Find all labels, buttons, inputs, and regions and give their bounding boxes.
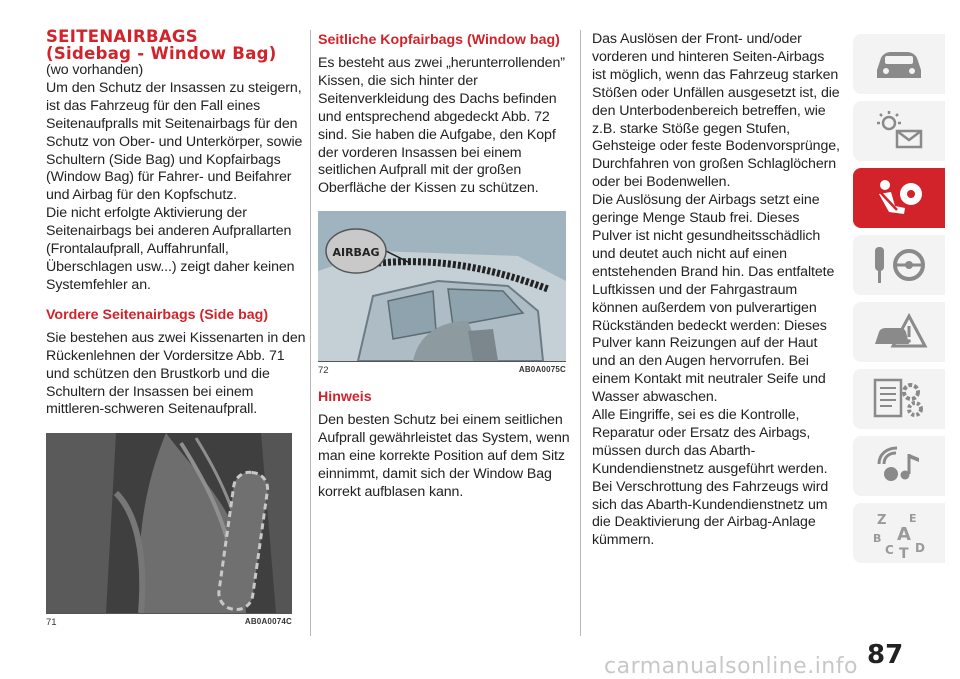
- seat-illustration: [46, 433, 292, 613]
- index-letter-z: Z: [877, 513, 887, 528]
- note-heading: Hinweis: [318, 389, 372, 406]
- index-letter-c: C: [885, 543, 894, 557]
- car-window-illustration: [318, 211, 566, 361]
- front-sidebag-heading: Vordere Seitenairbags (Side bag): [46, 306, 269, 323]
- chapter-tabs: [853, 34, 945, 570]
- index-letter-d: D: [915, 541, 925, 555]
- warning-lights-icon: [871, 109, 927, 153]
- section-title: [46, 28, 306, 62]
- column-3: [592, 31, 840, 550]
- tab-multimedia[interactable]: [853, 436, 945, 496]
- note-paragraph: Den besten Schutz bei einem seitlichen Aufprall gewährleistet das System, wenn man eine korrekte Position auf dem Sitz einnimmt, damit sich der Window Bag korrekt aufblasen kann.: [318, 412, 570, 500]
- car-icon: [871, 44, 927, 84]
- index-icon: [869, 508, 929, 558]
- tab-index[interactable]: [853, 503, 945, 563]
- tab-emergency[interactable]: [853, 302, 945, 362]
- intro-paragraph: (wo vorhanden) Um den Schutz der Insassen zu steigern, ist das Fahrzeug für den Fall eines Seitenaufpralls mit Seitenairbags für den Schutz von Ober- und Unterkörper, sowie Schultern (Side Bag) und Kopfairbags (Window Bag) für Fahrer- und Beifahrer und Airbag für den Kopfschutz. Die nicht erfolgte Aktivierung der Seitenairbags bei anderen Aufprallarten (Frontalaufprall, Auffahrunfall, Überschlagen usw...) zeigt daher keinen Systemfehler an.: [46, 62, 303, 293]
- figure-72-code: AB0A0075C: [518, 365, 566, 375]
- column-1: [46, 28, 306, 628]
- multimedia-icon: [871, 444, 927, 488]
- page-number: 87: [867, 640, 904, 670]
- window-bag-paragraph: Es besteht aus zwei „herunterrollenden” Kissen, die sich hinter der Seitenverkleidung des Dachs befinden und entsprechend abgedeckt Abb. 72 sind. Sie haben die Aufgabe, den Kopf der vorderen Insassen bei einem seitlichen Aufprall mit der großen Oberfläche der Kissen zu schützen.: [318, 55, 565, 197]
- front-sidebag-paragraph: Sie bestehen aus zwei Kissenarten in den Rückenlehnen der Vordersitze Abb. 71 und schützen den Brustkorb und die Schultern der Insassen bei einem mittleren-schweren Seitenaufprall.: [46, 329, 306, 418]
- watermark: carmanualsonline.info: [604, 654, 858, 679]
- column-divider-1: [310, 30, 311, 636]
- index-letter-e: E: [909, 512, 917, 525]
- tab-maintenance[interactable]: [853, 369, 945, 429]
- figure-71: [46, 433, 306, 628]
- tab-warning-lights[interactable]: [853, 101, 945, 161]
- figure-71-number: 71: [46, 617, 57, 629]
- tab-car[interactable]: [853, 34, 945, 94]
- seat-airbag-illustration: [46, 433, 292, 613]
- deployment-paragraph: Das Auslösen der Front- und/oder vorderen und hinteren Seiten-Airbags ist möglich, wenn das Fahrzeug starken Stößen oder Unfällen ausgesetzt ist, die den Unterbodenbereich betreffen, wie z.B. starke Stöße gegen Stufen, Gehsteige oder feste Bodenvorsprünge, Durchfahren von großen Schlaglöchern oder bei Bodenwellen. Die Auslösung der Airbags setzt eine geringe Menge Staub frei. Dieses Pulver ist nicht gesundheitsschädlich und deutet auch nicht auf einen entstehenden Brand hin. Das entfaltete Luftkissen und der Fahrgastraum können außerdem von pulverartigen Rückständen bedeckt werden: Dieses Pulver kann Reizungen auf der Haut und an den Augen hervorrufen. Bei einem Kontakt mit neutraler Seife und Wasser abwaschen. Alle Eingriffe, sei es die Kontrolle, Reparatur oder Ersatz des Airbags, müssen durch das Abarth-Kundendienstnetz ausgeführt werden. Bei Verschrottung des Fahrzeugs wird sich das Abarth-Kundendienstnetz um die Deaktivierung der Airbag-Anlage kümmern.: [592, 31, 840, 549]
- index-letter-a: A: [897, 524, 911, 545]
- index-letter-b: B: [873, 532, 882, 545]
- window-bag-heading: Seitliche Kopfairbags (Window bag): [318, 32, 560, 48]
- window-bag-illustration: [318, 211, 566, 361]
- tab-safety[interactable]: [853, 168, 945, 228]
- airbag-label: AIRBAG: [332, 246, 380, 260]
- section-title-line-1: SEITENAIRBAGS: [46, 27, 198, 46]
- section-title-line-2: (Sidebag - Window Bag): [46, 44, 277, 63]
- maintenance-icon: [869, 376, 929, 422]
- figure-72-caption: [318, 365, 566, 376]
- tab-starting-driving[interactable]: [853, 235, 945, 295]
- figure-72: [318, 211, 570, 376]
- figure-72-number: 72: [318, 365, 329, 377]
- airbag-icon: [871, 176, 927, 220]
- figure-72-rule: [318, 361, 566, 362]
- column-divider-2: [580, 30, 581, 636]
- figure-71-caption: [46, 617, 292, 628]
- key-steering-icon: [869, 243, 929, 287]
- breakdown-icon: [869, 310, 929, 354]
- index-letter-t: T: [899, 546, 909, 558]
- column-2: [318, 31, 570, 502]
- figure-71-rule: [46, 613, 292, 614]
- figure-71-code: AB0A0074C: [244, 617, 292, 627]
